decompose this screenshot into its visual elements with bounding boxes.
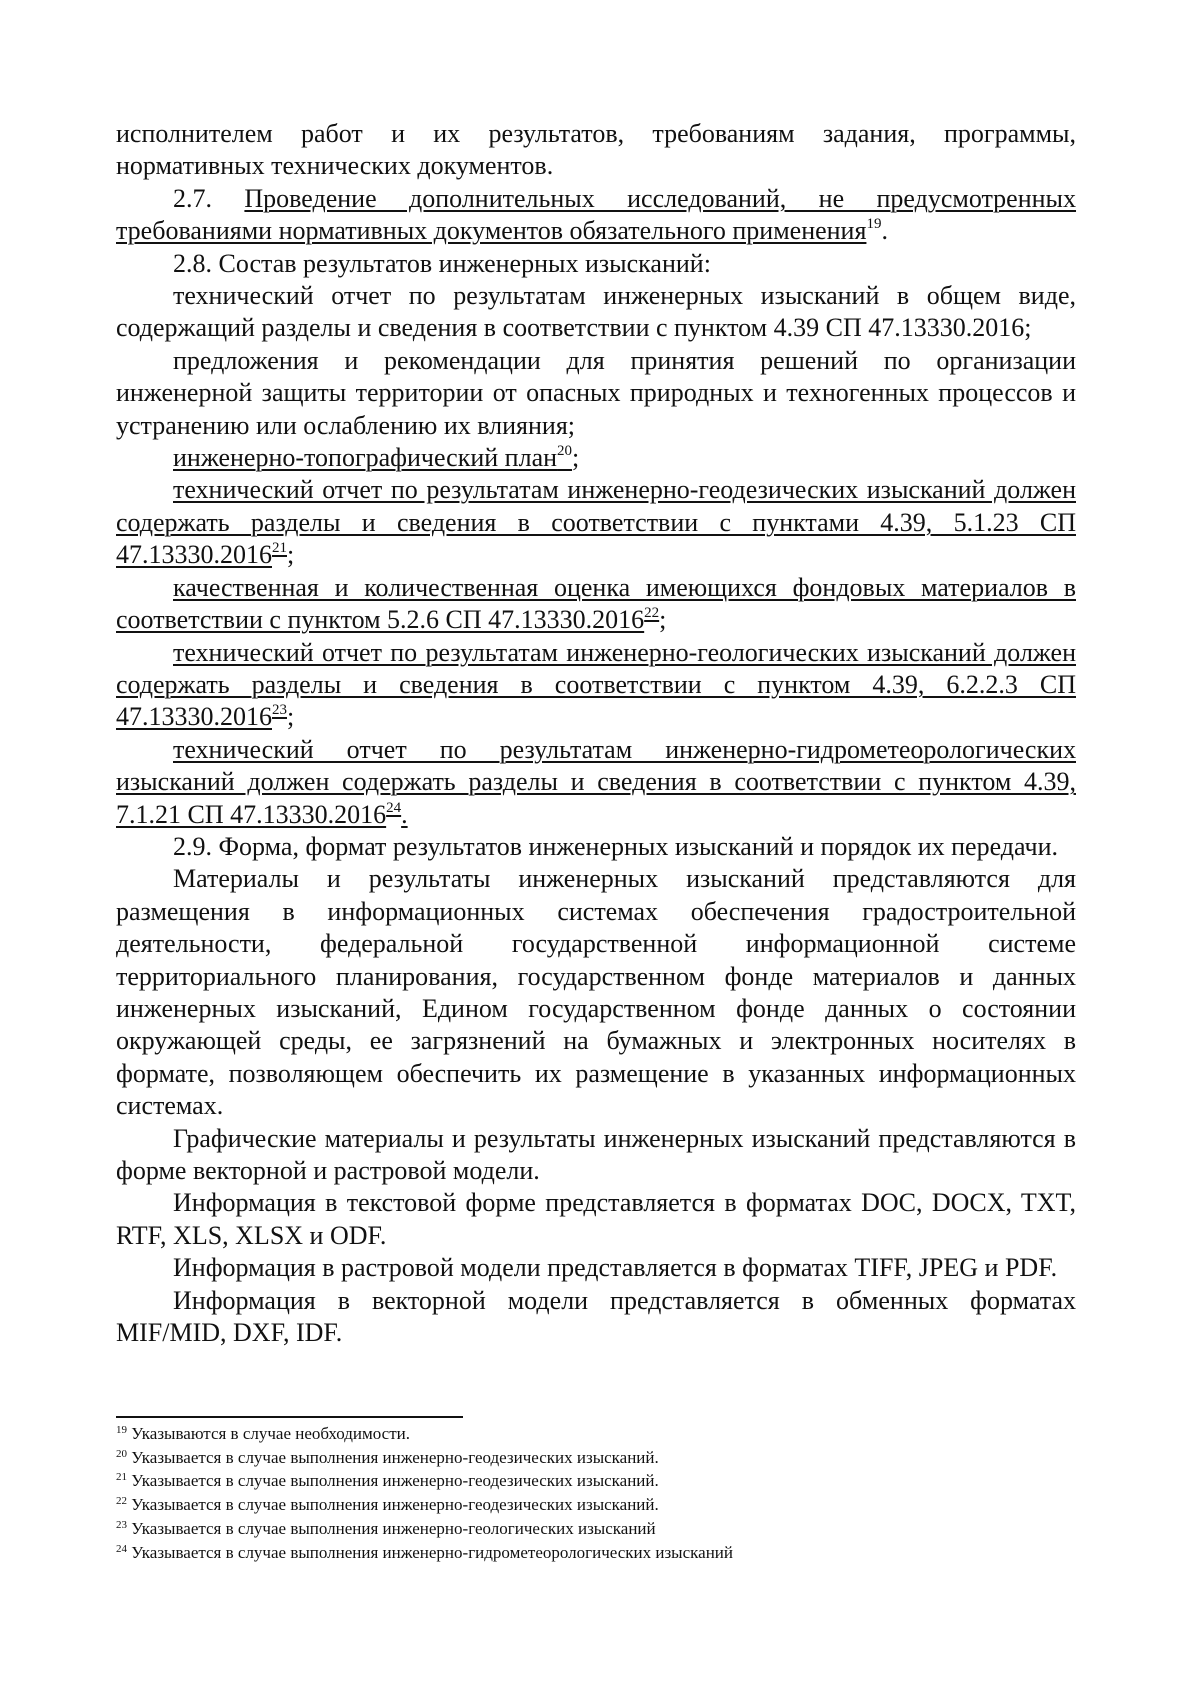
- paragraph-vector-formats: Информация в векторной модели представляется в обменных форматах MIF/MID, DXF, IDF.: [116, 1285, 1076, 1348]
- punctuation: ;: [287, 702, 295, 732]
- list-item-proposals: предложения и рекомендации для принятия решений по организации инженерной защиты территории от опасных природных и техногенных процессов и устранению или ослаблению их влияния;: [116, 345, 1076, 440]
- underlined-text: инженерно-топографический план: [173, 443, 558, 473]
- footnote-number: 23: [116, 1518, 127, 1531]
- footnote-text: Указывается в случае выполнения инженерно-геодезических изысканий.: [131, 1495, 659, 1515]
- paragraph-text-formats: Информация в текстовой форме представляется в форматах DOC, DOCX, TXT, RTF, XLS, XLSX и ODF.: [116, 1188, 1076, 1250]
- underlined-text: технический отчет по результатам инженерно-геодезических изысканий должен содержать разделы и сведения в соответствии с пунктами 4.39, 5.1.23 СП 47.13330.2016: [116, 475, 1076, 570]
- list-item-geodetic-report: [116, 474, 1076, 571]
- paragraph-2-7: [116, 183, 1076, 248]
- footnote-ref-22: 22: [644, 605, 660, 622]
- paragraph-continuation: исполнителем работ и их результатов, требованиям задания, программы, нормативных технических документов.: [116, 119, 1076, 181]
- footnote-19: [116, 1422, 1076, 1446]
- punctuation: ;: [287, 540, 295, 570]
- list-item-topo-plan: [116, 442, 1076, 474]
- footnote-ref-21: 21: [272, 540, 287, 557]
- underlined-text: технический отчет по результатам инженерно-геологических изысканий должен содержать разделы и сведения в соответствии с пунктом 4.39, 6.2.2.3 СП 47.13330.2016: [116, 637, 1076, 732]
- footnote-number: 19: [116, 1424, 127, 1436]
- footnote-text: Указывается в случае выполнения инженерно-гидрометеорологических изысканий: [131, 1542, 733, 1562]
- underlined-ref: [557, 443, 572, 472]
- footnotes: [116, 1422, 1076, 1564]
- footnote-22: [116, 1493, 1076, 1517]
- underlined-text: технический отчет по результатам инженерно-гидрометеорологических изысканий должен содержать разделы и сведения в соответствии с пунктом 4.39, 7.1.21 СП 47.13330.2016: [116, 734, 1076, 829]
- footnote-20: [116, 1446, 1076, 1470]
- footnote-number: 20: [116, 1447, 127, 1460]
- paragraph-2-8: 2.8. Состав результатов инженерных изысканий:: [173, 248, 711, 278]
- punctuation: .: [881, 216, 888, 246]
- footnote-text: Указывается в случае выполнения инженерно-геодезических изысканий.: [131, 1447, 659, 1467]
- list-item-tech-report: технический отчет по результатам инженерных изысканий в общем виде, содержащий разделы и сведения в соответствии с пунктом 4.39 СП 47.13330.2016;: [116, 281, 1076, 343]
- list-item-geological-report: [116, 637, 1076, 734]
- underlined-text: Проведение дополнительных исследований, не предусмотренных требованиями нормативных документов обязательного применения: [116, 183, 1077, 246]
- list-item-fund-materials: [116, 572, 1076, 637]
- footnote-ref-24: 24: [386, 799, 402, 816]
- footnote-number: 24: [116, 1542, 127, 1555]
- punctuation: ;: [659, 605, 667, 635]
- item-number: 2.7.: [173, 183, 245, 213]
- footnote-ref-23: 23: [272, 702, 287, 719]
- paragraph-graphic-materials: Графические материалы и результаты инженерных изысканий представляются в форме векторной и растровой модели.: [116, 1123, 1076, 1185]
- paragraph-materials: Материалы и результаты инженерных изысканий представляются для размещения в информационных системах обеспечения градостроительной деятельности, федеральной государственной информационной системе территориального планирования, государственном фонде материалов и данных инженерных изысканий, Едином государственном фонде данных о состоянии окружающей среды, ее загрязнений на бумажных и электронных носителях в формате, позволяющем обеспечить их размещение в указанных информационных системах.: [116, 864, 1076, 1121]
- footnote-text: Указывается в случае выполнения инженерно-геологических изысканий: [131, 1518, 656, 1538]
- punctuation: ;: [572, 443, 580, 473]
- footnote-separator: [116, 1416, 463, 1418]
- list-item-hydromet-report: [116, 734, 1076, 831]
- paragraph-2-9: 2.9. Форма, формат результатов инженерных изысканий и порядок их передачи.: [173, 831, 1059, 861]
- footnote-24: [116, 1541, 1076, 1565]
- footnote-ref-20: 20: [557, 443, 573, 460]
- footnote-21: [116, 1469, 1076, 1493]
- paragraph-raster-formats: Информация в растровой модели представляется в форматах TIFF, JPEG и PDF.: [173, 1253, 1058, 1283]
- underlined-text: качественная и количественная оценка имеющихся фондовых материалов в соответствии с пунктом 5.2.6 СП 47.13330.2016: [116, 572, 1076, 635]
- footnote-ref-19: 19: [866, 216, 882, 233]
- footnote-text: Указываются в случае необходимости.: [131, 1424, 411, 1443]
- footnote-number: 22: [116, 1495, 127, 1508]
- footnote-text: Указывается в случае выполнения инженерно-геодезических изысканий.: [131, 1471, 659, 1491]
- footnote-number: 21: [116, 1471, 127, 1484]
- punctuation: .: [401, 799, 408, 829]
- document-body: [116, 118, 1076, 1349]
- footnote-23: [116, 1517, 1076, 1541]
